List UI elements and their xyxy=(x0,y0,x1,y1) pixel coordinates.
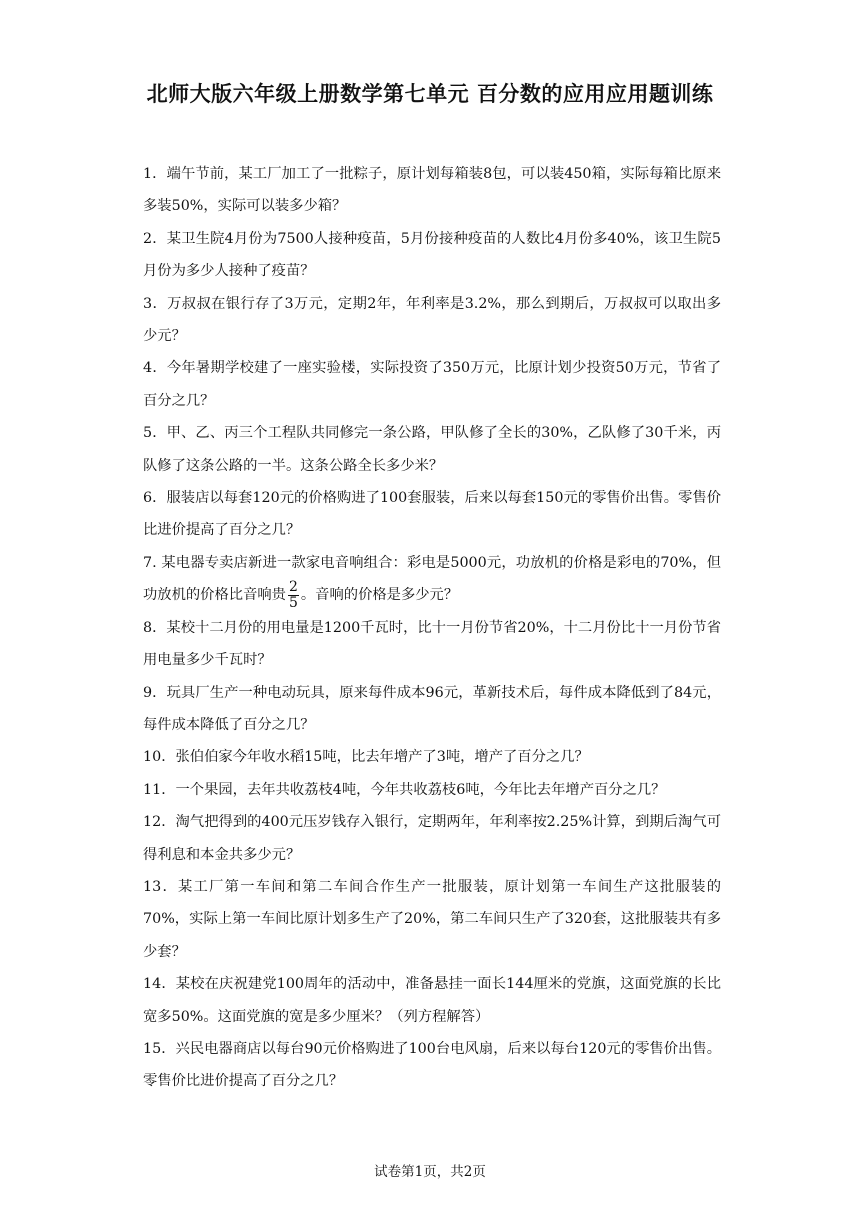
document-title: 北师大版六年级上册数学第七单元 百分数的应用应用题训练 xyxy=(146,82,714,106)
question-2: 2．某卫生院4月份为7500人接种疫苗，5月份接种疫苗的人数比4月份多40%，该卫生院5月份为多少人接种了疫苗？ xyxy=(143,230,721,280)
question-8: 8．某校十二月份的用电量是1200千瓦时，比十一月份节省20%，十二月份比十一月份节省用电量多少千瓦时？ xyxy=(143,619,721,669)
question-11: 11．一个果园，去年共收荔枝4吨，今年共收荔枝6吨，今年比去年增产百分之几？ xyxy=(143,781,666,798)
question-10: 10．张伯伯家今年收水稻15吨，比去年增产了3吨，增产了百分之几？ xyxy=(143,749,589,766)
question-7 xyxy=(143,547,721,612)
question-5: 5．甲、乙、丙三个工程队共同修完一条公路，甲队修了全长的30%，乙队修了30千米，丙队修了这条公路的一半。这条公路全长多少米？ xyxy=(143,425,721,474)
question-6: 6．服装店以每套120元的价格购进了100套服装，后来以每套150元的零售价出售。零售价比进价提高了百分之几？ xyxy=(143,490,721,539)
fraction-numerator: 2 xyxy=(288,578,298,595)
question-13: 13．某工厂第一车间和第二车间合作生产一批服装，原计划第一车间生产这批服装的70%，实际上第一车间比原计划多生产了20%，第二车间只生产了320套，这批服装共有多少套？ xyxy=(143,878,721,960)
question-3: 3．万叔叔在银行存了3万元，定期2年，年利率是3.2%，那么到期后，万叔叔可以取出多少元？ xyxy=(143,295,721,345)
question-1: 1．端午节前，某工厂加工了一批粽子，原计划每箱装8包，可以装450箱，实际每箱比原来多装50%，实际可以装多少箱？ xyxy=(143,166,721,215)
fraction-denominator: 5 xyxy=(288,594,298,611)
question-7-text-before: 7. 某电器专卖店新进一款家电音响组合：彩电是5000元，功放机的价格是彩电的70%，但功放机的价格比音响贵 xyxy=(143,554,721,604)
fraction xyxy=(288,580,299,611)
question-7-text-after: 。音响的价格是多少元？ xyxy=(300,587,459,604)
page-footer: 试卷第1页，共2页 xyxy=(374,1164,486,1180)
question-12: 12．淘气把得到的400元压岁钱存入银行，定期两年，年利率按2.25%计算，到期后淘气可得利息和本金共多少元？ xyxy=(143,814,721,863)
question-14: 14．某校在庆祝建党100周年的活动中，准备悬挂一面长144厘米的党旗，这面党旗的长比宽多50%。这面党旗的宽是多少厘米？（列方程解答） xyxy=(143,976,721,1025)
question-list xyxy=(143,158,721,1098)
question-15: 15．兴民电器商店以每台90元价格购进了100台电风扇，后来以每台120元的零售价出售。零售价比进价提高了百分之几？ xyxy=(143,1040,721,1090)
question-9: 9．玩具厂生产一种电动玩具，原来每件成本96元，革新技术后，每件成本降低到了84元，每件成本降低了百分之几？ xyxy=(143,684,721,733)
question-4: 4．今年暑期学校建了一座实验楼，实际投资了350万元，比原计划少投资50万元，节省了百分之几？ xyxy=(143,360,721,409)
